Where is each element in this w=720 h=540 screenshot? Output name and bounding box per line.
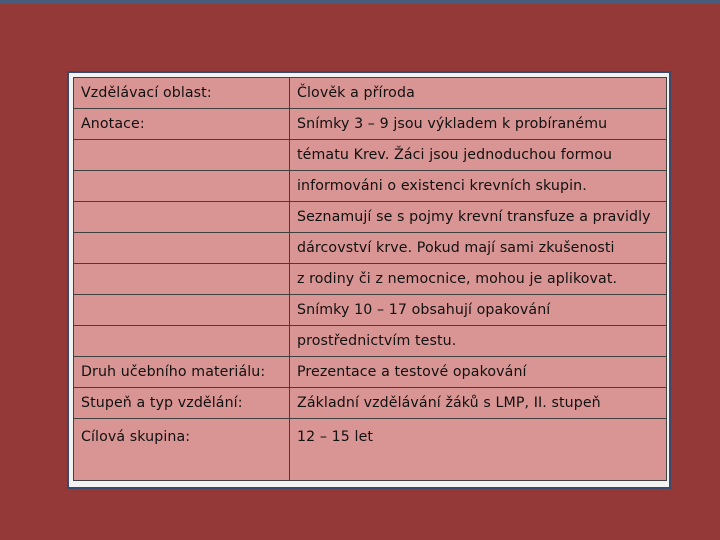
row-value: Snímky 3 – 9 jsou výkladem k probíranému bbox=[290, 109, 667, 140]
table-row bbox=[74, 295, 667, 326]
table-row bbox=[74, 171, 667, 202]
table-row bbox=[74, 140, 667, 171]
row-label bbox=[74, 171, 290, 202]
row-label: Anotace: bbox=[74, 109, 290, 140]
row-label bbox=[74, 326, 290, 357]
row-value: dárcovství krve. Pokud mají sami zkušenosti bbox=[290, 233, 667, 264]
row-label: Vzdělávací oblast: bbox=[74, 78, 290, 109]
row-value: Snímky 10 – 17 obsahují opakování bbox=[290, 295, 667, 326]
table-row bbox=[74, 109, 667, 140]
row-value: Seznamují se s pojmy krevní transfuze a pravidly bbox=[290, 202, 667, 233]
row-value: 12 – 15 let bbox=[290, 419, 667, 481]
table-row bbox=[74, 419, 667, 481]
row-value: informováni o existenci krevních skupin. bbox=[290, 171, 667, 202]
row-value: prostřednictvím testu. bbox=[290, 326, 667, 357]
table-row bbox=[74, 78, 667, 109]
top-border-line bbox=[0, 0, 720, 4]
table-row bbox=[74, 202, 667, 233]
row-value: tématu Krev. Žáci jsou jednoduchou formou bbox=[290, 140, 667, 171]
row-label bbox=[74, 295, 290, 326]
table-row bbox=[74, 388, 667, 419]
row-label: Stupeň a typ vzdělání: bbox=[74, 388, 290, 419]
row-value: Člověk a příroda bbox=[290, 78, 667, 109]
table-row bbox=[74, 264, 667, 295]
row-label: Druh učebního materiálu: bbox=[74, 357, 290, 388]
table-row bbox=[74, 357, 667, 388]
table-row bbox=[74, 326, 667, 357]
table-row bbox=[74, 233, 667, 264]
row-value: z rodiny či z nemocnice, mohou je aplikovat. bbox=[290, 264, 667, 295]
info-table bbox=[73, 77, 667, 481]
row-label bbox=[74, 202, 290, 233]
row-label bbox=[74, 140, 290, 171]
row-label: Cílová skupina: bbox=[74, 419, 290, 481]
row-value: Prezentace a testové opakování bbox=[290, 357, 667, 388]
row-label bbox=[74, 233, 290, 264]
row-label bbox=[74, 264, 290, 295]
row-value: Základní vzdělávání žáků s LMP, II. stupeň bbox=[290, 388, 667, 419]
